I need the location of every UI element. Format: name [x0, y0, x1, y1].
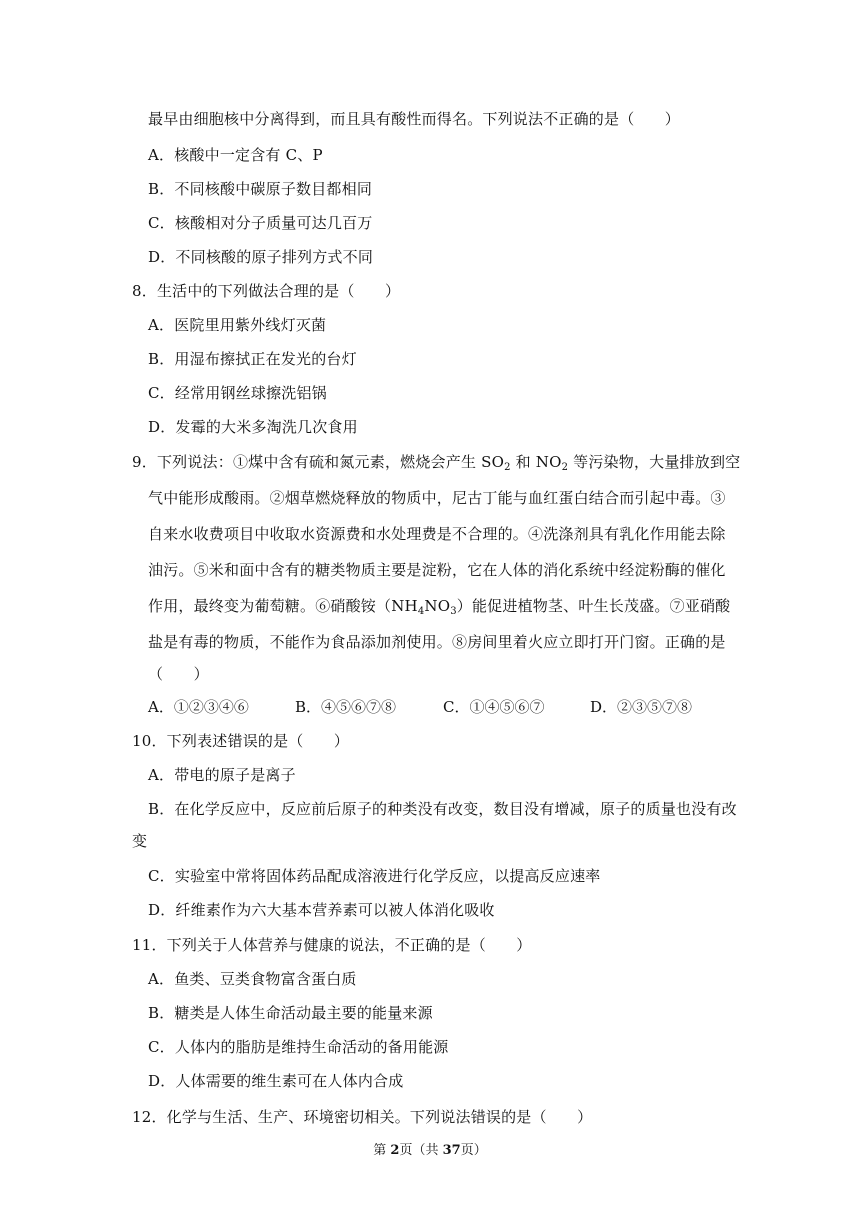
- page-total: 37: [442, 1143, 461, 1158]
- q9-option-b: B．④⑤⑥⑦⑧: [295, 698, 397, 716]
- q9-stem-line-4: 油污。⑤米和面中含有的糖类物质主要是淀粉，它在人体的消化系统中经淀粉酶的催化: [148, 561, 726, 579]
- q8-option-b: B．用湿布擦拭正在发光的台灯: [148, 350, 357, 368]
- q8-option-d: D．发霉的大米多淘洗几次食用: [148, 418, 358, 436]
- q12-stem: 12．化学与生活、生产、环境密切相关。下列说法错误的是（ ）: [132, 1108, 593, 1126]
- q7-stem-continuation: 最早由细胞核中分离得到，而且具有酸性而得名。下列说法不正确的是（ ）: [148, 110, 681, 128]
- q10-stem: 10．下列表述错误的是（ ）: [132, 732, 350, 750]
- q11-option-b: B．糖类是人体生命活动最主要的能量来源: [148, 1004, 433, 1022]
- q11-option-d: D．人体需要的维生素可在人体内合成: [148, 1072, 404, 1090]
- q9-stem-line-6: 盐是有毒的物质，不能作为食品添加剂使用。⑧房间里着火应立即打开门窗。正确的是: [148, 633, 726, 651]
- q9-stem-line-2: 气中能形成酸雨。②烟草燃烧释放的物质中，尼古丁能与血红蛋白结合而引起中毒。③: [148, 489, 726, 507]
- q8-option-c: C．经常用钢丝球擦洗铝锅: [148, 384, 327, 402]
- q10-option-b-wrap: 变: [132, 832, 148, 850]
- q10-option-b: B．在化学反应中，反应前后原子的种类没有改变，数目没有增减，原子的质量也没有改: [148, 800, 737, 818]
- q9-option-a: A．①②③④⑥: [148, 698, 249, 716]
- q9-option-c: C．①④⑤⑥⑦: [443, 698, 545, 716]
- q10-option-c: C．实验室中常将固体药品配成溶液进行化学反应，以提高反应速率: [148, 867, 601, 885]
- q8-stem: 8．生活中的下列做法合理的是（ ）: [132, 282, 401, 300]
- q11-stem: 11．下列关于人体营养与健康的说法，不正确的是（ ）: [132, 936, 532, 954]
- q9-stem-line-5: 作用，最终变为葡萄糖。⑥硝酸铵$(NH_4NO_3)$能促进植物茎、叶生长茂盛。⑦亚硝酸: [148, 597, 731, 617]
- q7-option-a: A．核酸中一定含有 C、P: [148, 146, 323, 164]
- q9-stem-line-3: 自来水收费项目中收取水资源费和水处理费是不合理的。④洗涤剂具有乳化作用能去除: [148, 525, 726, 543]
- q9-stem-line-7: （ ）: [148, 665, 209, 683]
- q7-option-c: C．核酸相对分子质量可达几百万: [148, 214, 373, 232]
- q11-option-a: A．鱼类、豆类食物富含蛋白质: [148, 970, 357, 988]
- q7-option-b: B．不同核酸中碳原子数目都相同: [148, 180, 373, 198]
- q10-option-d: D．纤维素作为六大基本营养素可以被人体消化吸收: [148, 901, 495, 919]
- page-number: 2: [390, 1143, 400, 1158]
- page-footer: 第 2页（共 37页）: [373, 1143, 487, 1158]
- q9-options-row: [148, 696, 692, 718]
- q8-option-a: A．医院里用紫外线灯灭菌: [148, 316, 327, 334]
- q9-stem-line-1: 9．下列说法：①煤中含有硫和氮元素，燃烧会产生 $SO_2$ 和 $NO_2$ 等污染物，大量排放到空: [132, 453, 741, 473]
- q10-option-a: A．带电的原子是离子: [148, 766, 296, 784]
- q7-option-d: D．不同核酸的原子排列方式不同: [148, 248, 374, 266]
- q11-option-c: C．人体内的脂肪是维持生命活动的备用能源: [148, 1038, 449, 1056]
- q9-option-d: D．②③⑤⑦⑧: [590, 698, 693, 716]
